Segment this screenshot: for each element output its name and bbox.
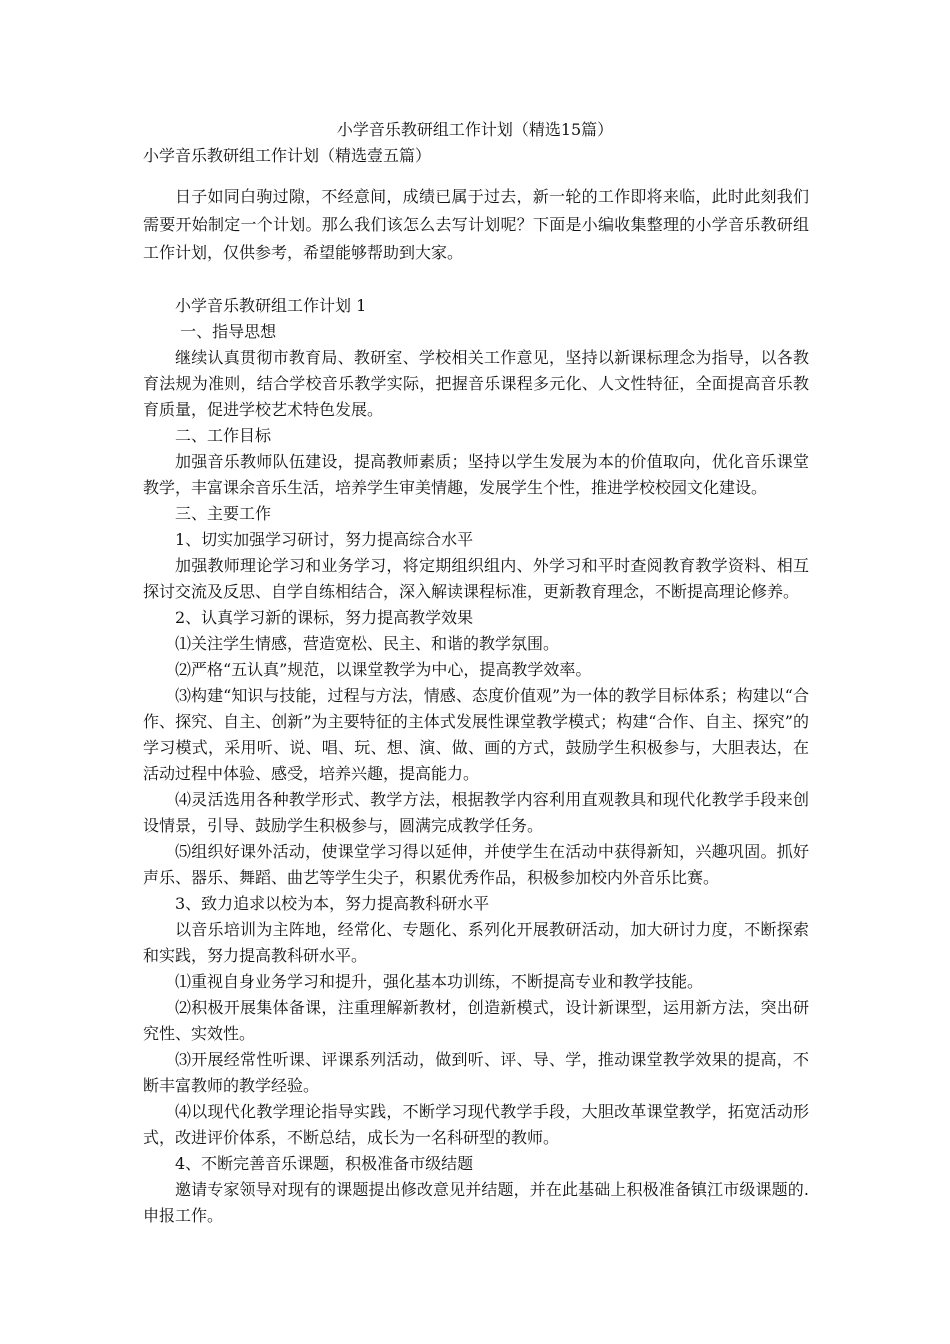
plan-heading: 小学音乐教研组工作计划 1 [175, 296, 367, 315]
item-paragraph-3: 以音乐培训为主阵地，经常化、专题化、系列化开展教研活动，加大研讨力度，不断探索和实践，努力提高教科研水平。 [143, 920, 809, 965]
list-item: ⑵积极开展集体备课，注重理解新教材，创造新模式，设计新课型，运用新方法，突出研究性、实效性。 [143, 998, 809, 1043]
list-item: ⑷以现代化教学理论指导实践，不断学习现代教学手段，大胆改革课堂教学，拓宽活动形式，改进评价体系，不断总结，成长为一名科研型的教师。 [143, 1102, 809, 1147]
document-body [143, 183, 809, 1229]
section-heading-main-work: 三、主要工作 [175, 504, 272, 523]
list-item: ⑶构建“知识与技能，过程与方法，情感、态度价值观”为一体的教学目标体系；构建以“合作、探究、自主、创新”为主要特征的主体式发展性课堂教学模式；构建“合作、自主、探究”的学习模式，采用听、说、唱、玩、想、演、做、画的方式，鼓励学生积极参与，大胆表达，在活动过程中体验、感受，培养兴趣，提高能力。 [143, 686, 809, 783]
item-heading-1: 1、切实加强学习研讨，努力提高综合水平 [175, 530, 474, 549]
section-paragraph-guiding-ideology: 继续认真贯彻市教育局、教研室、学校相关工作意见，坚持以新课标理念为指导，以各教育法规为准则，结合学校音乐教学实际，把握音乐课程多元化、人文性特征，全面提高音乐教育质量，促进学校艺术特色发展。 [143, 348, 809, 419]
list-item: ⑶开展经常性听课、评课系列活动，做到听、评、导、学，推动课堂教学效果的提高，不断丰富教师的教学经验。 [143, 1050, 809, 1095]
section-heading-guiding-ideology: 一、指导思想 [175, 322, 277, 341]
list-item: ⑵严格“五认真”规范，以课堂教学为中心，提高教学效率。 [175, 660, 592, 679]
intro-paragraph: 日子如同白驹过隙，不经意间，成绩已属于过去，新一轮的工作即将来临，此时此刻我们需要开始制定一个计划。那么我们该怎么去写计划呢？下面是小编收集整理的小学音乐教研组工作计划，仅供参考，希望能够帮助到大家。 [143, 187, 809, 262]
item-heading-3: 3、致力追求以校为本，努力提高教科研水平 [175, 894, 490, 913]
list-item: ⑸组织好课外活动，使课堂学习得以延伸，并使学生在活动中获得新知，兴趣巩固。抓好声乐、器乐、舞蹈、曲艺等学生尖子，积累优秀作品，积极参加校内外音乐比赛。 [143, 842, 809, 887]
item-paragraph-4: 邀请专家领导对现有的课题提出修改意见并结题，并在此基础上积极准备镇江市级课题的.申报工作。 [143, 1180, 809, 1225]
spacer [143, 267, 809, 293]
list-item: ⑷灵活选用各种教学形式、教学方法，根据教学内容利用直观教具和现代化教学手段来创设情景，引导、鼓励学生积极参与，圆满完成教学任务。 [143, 790, 809, 835]
item-heading-2: 2、认真学习新的课标，努力提高教学效果 [175, 608, 474, 627]
section-paragraph-work-goals: 加强音乐教师队伍建设，提高教师素质；坚持以学生发展为本的价值取向，优化音乐课堂教学，丰富课余音乐生活，培养学生审美情趣，发展学生个性，推进学校校园文化建设。 [143, 452, 809, 497]
item-paragraph-1: 加强教师理论学习和业务学习，将定期组织组内、外学习和平时查阅教育教学资料、相互探讨交流及反思、自学自练相结合，深入解读课程标准，更新教育理念，不断提高理论修养。 [143, 556, 809, 601]
document-subtitle: 小学音乐教研组工作计划（精选壹五篇） [143, 146, 432, 165]
list-item: ⑴重视自身业务学习和提升，强化基本功训练，不断提高专业和教学技能。 [175, 972, 704, 991]
item-heading-4: 4、不断完善音乐课题，积极准备市级结题 [175, 1154, 474, 1173]
list-item: ⑴关注学生情感，营造宽松、民主、和谐的教学氛围。 [175, 634, 560, 653]
document-title: 小学音乐教研组工作计划（精选15篇） [336, 120, 614, 139]
section-heading-work-goals: 二、工作目标 [175, 426, 272, 445]
